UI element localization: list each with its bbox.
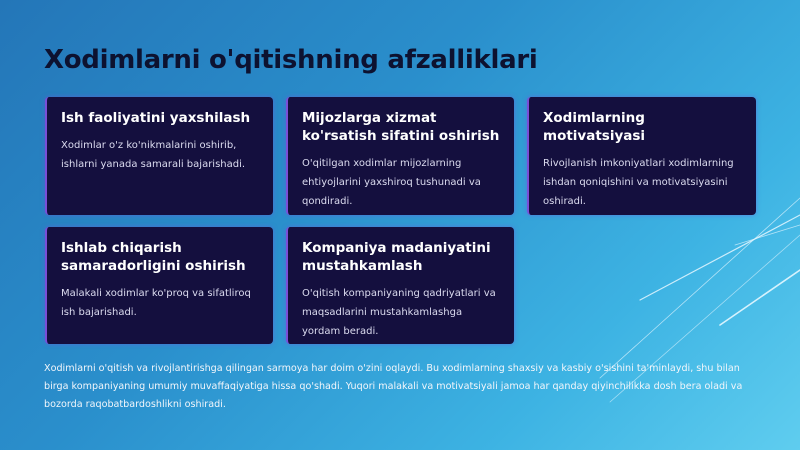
benefit-card-motivation (527, 97, 756, 215)
card-text: O'qitilgan xodimlar mijozlarning ehtiyojlarini yaxshiroq tushunadi va qondiradi. (302, 158, 481, 207)
benefit-card-performance (45, 97, 273, 215)
card-text: O'qitish kompaniyaning qadriyatlari va maqsadlarini mustahkamlashga yordam beradi. (302, 288, 496, 337)
benefit-card-culture (286, 227, 514, 344)
card-text: Rivojlanish imkoniyatlari xodimlarning ishdan qoniqishini va motivatsiyasini oshiradi. (543, 158, 734, 207)
card-title: Ish faoliyatini yaxshilash (61, 110, 251, 126)
benefit-card-productivity (45, 227, 273, 344)
card-text: Xodimlar o'z ko'nikmalarini oshirib, ishlarni yanada samarali bajarishadi. (61, 140, 246, 170)
benefit-card-customer-service (286, 97, 514, 215)
card-title: Ishlab chiqarish samaradorligini oshirish (61, 240, 246, 274)
card-title: Xodimlarning motivatsiyasi (543, 110, 646, 144)
summary-paragraph: Xodimlarni o'qitish va rivojlantirishga qilingan sarmoya har doim o'zini oqlaydi. Bu xodimlarning shaxsiy va kasbiy o'sishini ta'minlaydi, shu bilan birga kompaniyaning umumiy muvaffaqiyatiga hissa qo'shadi. Yuqori malakali va motivatsiyali jamoa har qanday qiyinchilikka dosh bera oladi va bozorda raqobatbardoshlikni oshiradi. (44, 363, 743, 410)
card-title: Kompaniya madaniyatini mustahkamlash (302, 240, 491, 274)
card-title: Mijozlarga xizmat ko'rsatish sifatini oshirish (302, 110, 500, 144)
slide-title: Xodimlarni o'qitishning afzalliklari (44, 45, 538, 75)
card-text: Malakali xodimlar ko'proq va sifatliroq ish bajarishadi. (61, 288, 251, 318)
